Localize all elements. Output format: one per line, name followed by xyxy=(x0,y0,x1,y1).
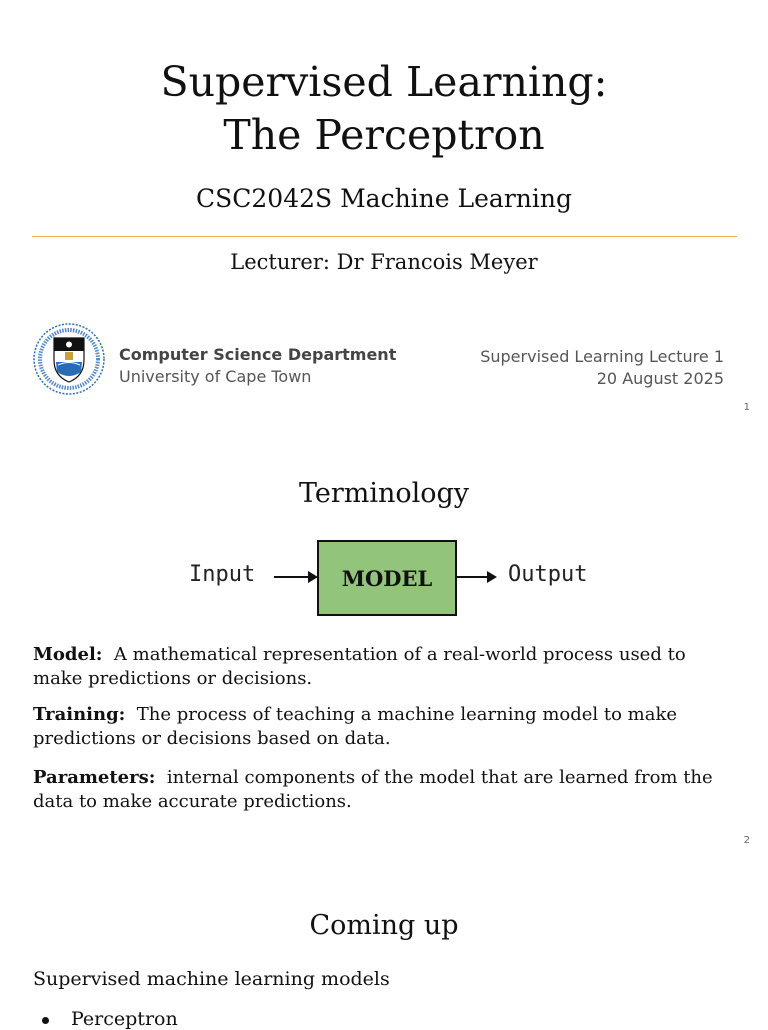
list-item-label: Perceptron xyxy=(71,1008,178,1030)
terminology-heading: Terminology xyxy=(298,478,470,509)
title-line-1: Supervised Learning: xyxy=(160,58,608,106)
bullet-icon xyxy=(42,1017,49,1024)
coming-up-intro: Supervised machine learning models xyxy=(33,968,390,990)
definition-parameters xyxy=(33,766,733,814)
title-line-2: The Perceptron xyxy=(223,111,545,159)
uct-crest-logo xyxy=(32,322,106,396)
list-item xyxy=(42,1008,178,1030)
page-number-2: 2 xyxy=(743,835,750,846)
lecture-date: 20 August 2025 xyxy=(596,369,724,388)
definition-term: Training: xyxy=(33,704,126,725)
definition-model xyxy=(33,643,733,691)
definition-text: internal components of the model that are learned from the data to make accurate predictions. xyxy=(33,767,713,812)
diagram-output-label: Output xyxy=(508,562,588,587)
lecturer: Lecturer: Dr Francois Meyer xyxy=(230,250,538,274)
definition-training xyxy=(33,703,733,751)
arrow-right-icon xyxy=(455,568,501,586)
course-subtitle: CSC2042S Machine Learning xyxy=(196,184,572,213)
definition-term: Model: xyxy=(33,644,103,665)
lecture-info xyxy=(480,346,724,390)
arrow-right-icon xyxy=(274,568,320,586)
university-name: University of Cape Town xyxy=(119,367,312,386)
title-divider xyxy=(32,236,737,237)
page-number-1: 1 xyxy=(743,402,750,413)
department-name: Computer Science Department xyxy=(119,345,397,364)
definition-text: The process of teaching a machine learning model to make predictions or decisions based on data. xyxy=(33,704,678,749)
slide-title xyxy=(0,56,768,162)
model-box: MODEL xyxy=(317,540,457,616)
diagram-input-label: Input xyxy=(189,562,256,587)
department-block xyxy=(119,344,396,388)
coming-up-heading: Coming up xyxy=(309,910,459,941)
lecture-name: Supervised Learning Lecture 1 xyxy=(480,347,724,366)
definition-text: A mathematical representation of a real-world process used to make predictions or decisions. xyxy=(33,644,686,689)
definition-term: Parameters: xyxy=(33,767,156,788)
